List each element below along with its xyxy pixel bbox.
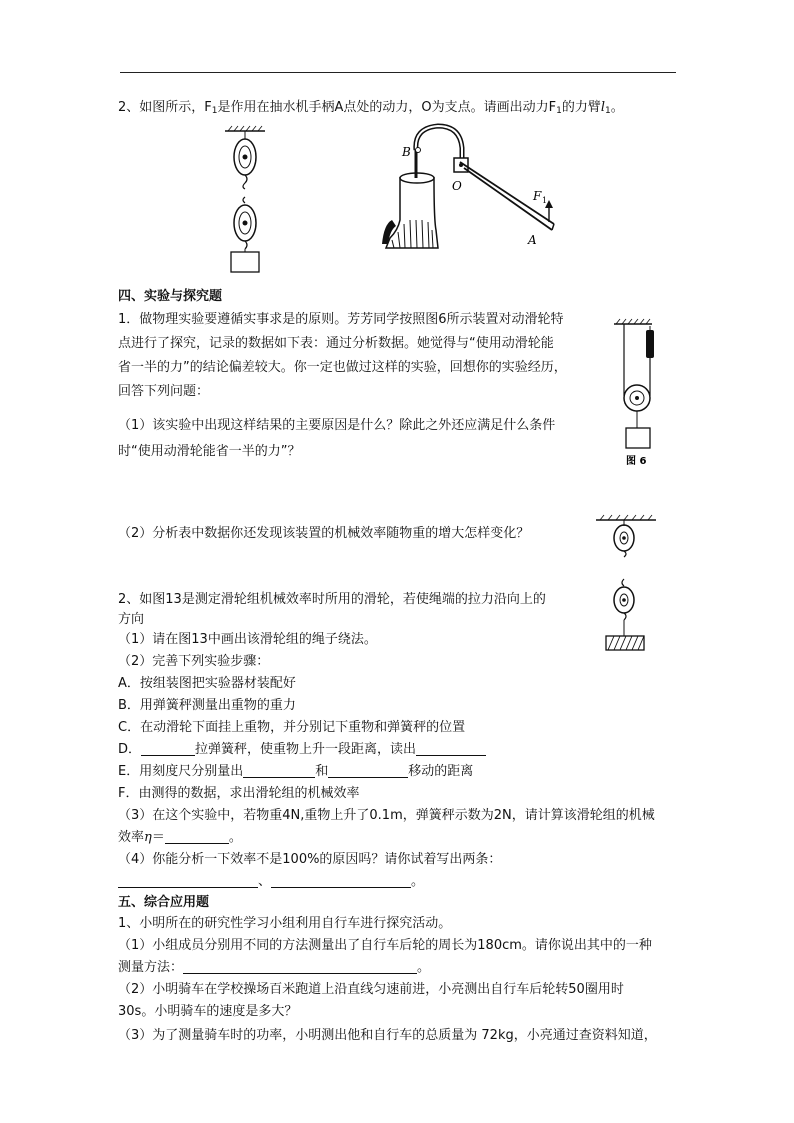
blank-d2[interactable] <box>416 741 486 756</box>
q2-step-1: （1）请在图13中画出该滑轮组的绳子绕法。 <box>118 632 377 647</box>
q5-line-2: （1）小组成员分别用不同的方法测量出了自行车后轮的周长为180cm。请你说出其中的一种 <box>118 938 652 953</box>
q2-line-1: 2、如图13是测定滑轮组机械效率时所用的滑轮，若使绳端的拉力沿向上的 <box>118 592 546 607</box>
figure-13 <box>594 512 664 654</box>
figure-6-label: 图 6 <box>626 456 647 467</box>
q2-top-text: 2、如图所示，$F_1$是作用在抽水机手柄A点处的动力，O为支点。请画出动力$F_1$的力臂$l_1$。 <box>118 100 624 116</box>
blank-efficiency[interactable] <box>165 829 229 844</box>
blank-e2[interactable] <box>328 763 408 778</box>
q2-step-e: E．用刻度尺分别量出 和 移动的距离 <box>118 764 474 779</box>
q1-line-2: 点进行了探究，记录的数据如下表：通过分析数据。她觉得与“使用动滑轮能 <box>118 336 554 351</box>
section-4-title: 四、实验与探究题 <box>118 289 223 304</box>
q1-line-4: 回答下列问题： <box>118 384 210 399</box>
q5-line-5: 30s。小明骑车的速度是多大？ <box>118 1004 298 1019</box>
q2-line-2: 方向 <box>118 612 145 627</box>
figure-6 <box>612 318 672 468</box>
q2-step-f: F．由测得的数据，求出滑轮组的机械效率 <box>118 786 360 801</box>
q1-part-1a: （1）该实验中出现这样结果的主要原因是什么？除此之外还应满足什么条件 <box>118 418 556 433</box>
header-rule <box>120 72 676 73</box>
q2-step-a: A．按组装图把实验器材装配好 <box>118 676 296 691</box>
q5-line-6: （3）为了测量骑车时的功率，小明测出他和自行车的总质量为 72kg，小亮通过查资料知道， <box>118 1028 657 1043</box>
q2-step-d: D． 拉弹簧秤，使重物上升一段距离，读出 <box>118 740 486 760</box>
label-f: F <box>533 189 542 203</box>
q1-line-3: 省一半的力”的结论偏差较大。你一定也做过这样的实验，回想你的实验经历， <box>118 360 567 375</box>
q2-step-b: B．用弹簧秤测量出重物的重力 <box>118 698 296 713</box>
q2-step-c: C．在动滑轮下面挂上重物，并分别记下重物和弹簧秤的位置 <box>118 720 466 735</box>
blank-reason-1[interactable] <box>118 873 258 888</box>
water-pump-figure <box>378 120 568 250</box>
q5-line-1: 1、小明所在的研究性学习小组利用自行车进行探究活动。 <box>118 916 452 931</box>
blank-e1[interactable] <box>243 763 315 778</box>
pulley-figure-top <box>220 125 270 275</box>
blank-d1[interactable] <box>141 741 195 756</box>
q2-step-2: （2）完善下列实验步骤： <box>118 654 270 669</box>
q5-line-3: 测量方法： 。 <box>118 960 431 975</box>
q1-part-1b: 时“使用动滑轮能省一半的力”？ <box>118 444 301 459</box>
q2-step-4-blanks: 、 。 <box>118 872 424 892</box>
q1-line-1: 1．做物理实验要遵循实事求是的原则。芳芳同学按照图6所示装置对动滑轮特 <box>118 312 564 327</box>
section-5-title: 五、综合应用题 <box>118 895 210 910</box>
blank-reason-2[interactable] <box>271 873 411 888</box>
q2-step-3b: 效率η＝ 。 <box>118 830 242 845</box>
label-o: O <box>452 179 462 193</box>
label-f-sub: 1 <box>542 196 548 205</box>
q2-step-3a: （3）在这个实验中，若物重4N,重物上升了0.1m，弹簧秤示数为2N，请计算该滑轮组的机械 <box>118 808 655 823</box>
blank-measure-method[interactable] <box>183 959 417 974</box>
q5-line-4: （2）小明骑车在学校操场百米跑道上沿直线匀速前进，小亮测出自行车后轮转50圈用时 <box>118 982 624 997</box>
q1-part-2: （2）分析表中数据你还发现该装置的机械效率随物重的增大怎样变化？ <box>118 526 530 541</box>
q2-step-4: （4）你能分析一下效率不是100%的原因吗？请你试着写出两条： <box>118 852 502 867</box>
label-b: B <box>402 145 411 159</box>
label-a: A <box>528 233 537 247</box>
